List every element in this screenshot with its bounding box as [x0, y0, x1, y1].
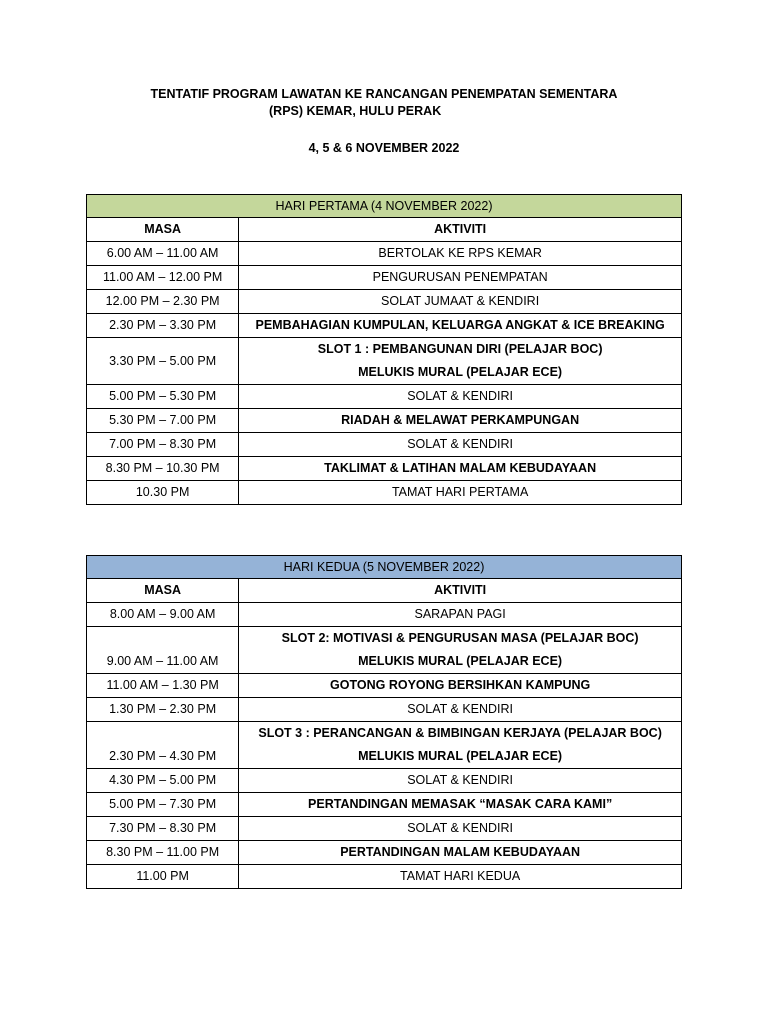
aktiviti-line: SLOT 3 : PERANCANGAN & BIMBINGAN KERJAYA (PELAJAR BOC) — [258, 726, 662, 740]
table-row — [87, 817, 682, 841]
masa-cell: 5.00 PM – 5.30 PM — [87, 385, 239, 409]
table-row — [87, 698, 682, 722]
table-row — [87, 242, 682, 266]
day-header: HARI PERTAMA (4 NOVEMBER 2022) — [87, 195, 682, 218]
aktiviti-cell: SOLAT & KENDIRI — [239, 698, 682, 722]
aktiviti-cell: SOLAT & KENDIRI — [239, 385, 682, 409]
column-header-aktiviti: AKTIVITI — [239, 579, 682, 603]
masa-cell: 5.00 PM – 7.30 PM — [87, 793, 239, 817]
document-title — [96, 86, 672, 157]
aktiviti-cell: PERTANDINGAN MALAM KEBUDAYAAN — [239, 841, 682, 865]
masa-cell: 8.30 PM – 10.30 PM — [87, 457, 239, 481]
aktiviti-cell: BERTOLAK KE RPS KEMAR — [239, 242, 682, 266]
masa-cell: 12.00 PM – 2.30 PM — [87, 290, 239, 314]
masa-cell: 2.30 PM – 4.30 PM — [87, 722, 239, 769]
masa-cell: 8.00 AM – 9.00 AM — [87, 603, 239, 627]
table-row — [87, 266, 682, 290]
masa-cell: 11.00 AM – 12.00 PM — [87, 266, 239, 290]
masa-cell: 4.30 PM – 5.00 PM — [87, 769, 239, 793]
column-header-masa: MASA — [87, 218, 239, 242]
masa-cell: 7.00 PM – 8.30 PM — [87, 433, 239, 457]
aktiviti-cell: PENGURUSAN PENEMPATAN — [239, 266, 682, 290]
title-line-1: TENTATIF PROGRAM LAWATAN KE RANCANGAN PENEMPATAN SEMENTARA — [150, 87, 618, 101]
aktiviti-cell: PERTANDINGAN MEMASAK “MASAK CARA KAMI” — [239, 793, 682, 817]
masa-cell: 8.30 PM – 11.00 PM — [87, 841, 239, 865]
aktiviti-cell: PEMBAHAGIAN KUMPULAN, KELUARGA ANGKAT & ICE BREAKING — [239, 314, 682, 338]
column-header-row — [87, 218, 682, 242]
table-row — [87, 433, 682, 457]
table-row — [87, 314, 682, 338]
aktiviti-cell: TAMAT HARI KEDUA — [239, 865, 682, 889]
aktiviti-cell: SOLAT & KENDIRI — [239, 433, 682, 457]
table-row — [87, 769, 682, 793]
aktiviti-line: SLOT 2: MOTIVASI & PENGURUSAN MASA (PELAJAR BOC) — [281, 631, 639, 645]
table-row — [87, 457, 682, 481]
aktiviti-cell: TAKLIMAT & LATIHAN MALAM KEBUDAYAAN — [239, 457, 682, 481]
aktiviti-cell: TAMAT HARI PERTAMA — [239, 481, 682, 505]
masa-cell: 11.00 PM — [87, 865, 239, 889]
table-row — [87, 481, 682, 505]
table-row — [87, 385, 682, 409]
table-row — [87, 865, 682, 889]
masa-cell: 6.00 AM – 11.00 AM — [87, 242, 239, 266]
table-row — [87, 338, 682, 385]
column-header-masa: MASA — [87, 579, 239, 603]
schedule-table-day-1 — [86, 194, 682, 505]
table-row — [87, 603, 682, 627]
masa-cell: 3.30 PM – 5.00 PM — [87, 338, 239, 385]
aktiviti-cell: SOLAT JUMAAT & KENDIRI — [239, 290, 682, 314]
table-row — [87, 409, 682, 433]
table-row — [87, 627, 682, 674]
aktiviti-cell — [239, 338, 682, 385]
aktiviti-line: MELUKIS MURAL (PELAJAR ECE) — [358, 654, 563, 668]
masa-cell: 9.00 AM – 11.00 AM — [87, 627, 239, 674]
table-row — [87, 290, 682, 314]
aktiviti-cell — [239, 627, 682, 674]
masa-cell: 11.00 AM – 1.30 PM — [87, 674, 239, 698]
aktiviti-cell: GOTONG ROYONG BERSIHKAN KAMPUNG — [239, 674, 682, 698]
column-header-row — [87, 579, 682, 603]
schedule-table-day-2 — [86, 555, 682, 889]
aktiviti-cell — [239, 722, 682, 769]
masa-cell: 2.30 PM – 3.30 PM — [87, 314, 239, 338]
table-header-row — [87, 556, 682, 579]
title-line-2: (RPS) KEMAR, HULU PERAK — [269, 104, 442, 118]
aktiviti-line: MELUKIS MURAL (PELAJAR ECE) — [358, 749, 563, 763]
aktiviti-cell: SOLAT & KENDIRI — [239, 769, 682, 793]
aktiviti-cell: SOLAT & KENDIRI — [239, 817, 682, 841]
aktiviti-cell: SARAPAN PAGI — [239, 603, 682, 627]
masa-cell: 5.30 PM – 7.00 PM — [87, 409, 239, 433]
table-header-row — [87, 195, 682, 218]
program-date: 4, 5 & 6 NOVEMBER 2022 — [308, 141, 460, 155]
day-header: HARI KEDUA (5 NOVEMBER 2022) — [87, 556, 682, 579]
aktiviti-line: SLOT 1 : PEMBANGUNAN DIRI (PELAJAR BOC) — [317, 342, 603, 356]
table-row — [87, 722, 682, 769]
masa-cell: 1.30 PM – 2.30 PM — [87, 698, 239, 722]
table-row — [87, 793, 682, 817]
masa-cell: 10.30 PM — [87, 481, 239, 505]
aktiviti-line: MELUKIS MURAL (PELAJAR ECE) — [358, 365, 563, 379]
aktiviti-cell: RIADAH & MELAWAT PERKAMPUNGAN — [239, 409, 682, 433]
table-row — [87, 674, 682, 698]
column-header-aktiviti: AKTIVITI — [239, 218, 682, 242]
masa-cell: 7.30 PM – 8.30 PM — [87, 817, 239, 841]
table-row — [87, 841, 682, 865]
